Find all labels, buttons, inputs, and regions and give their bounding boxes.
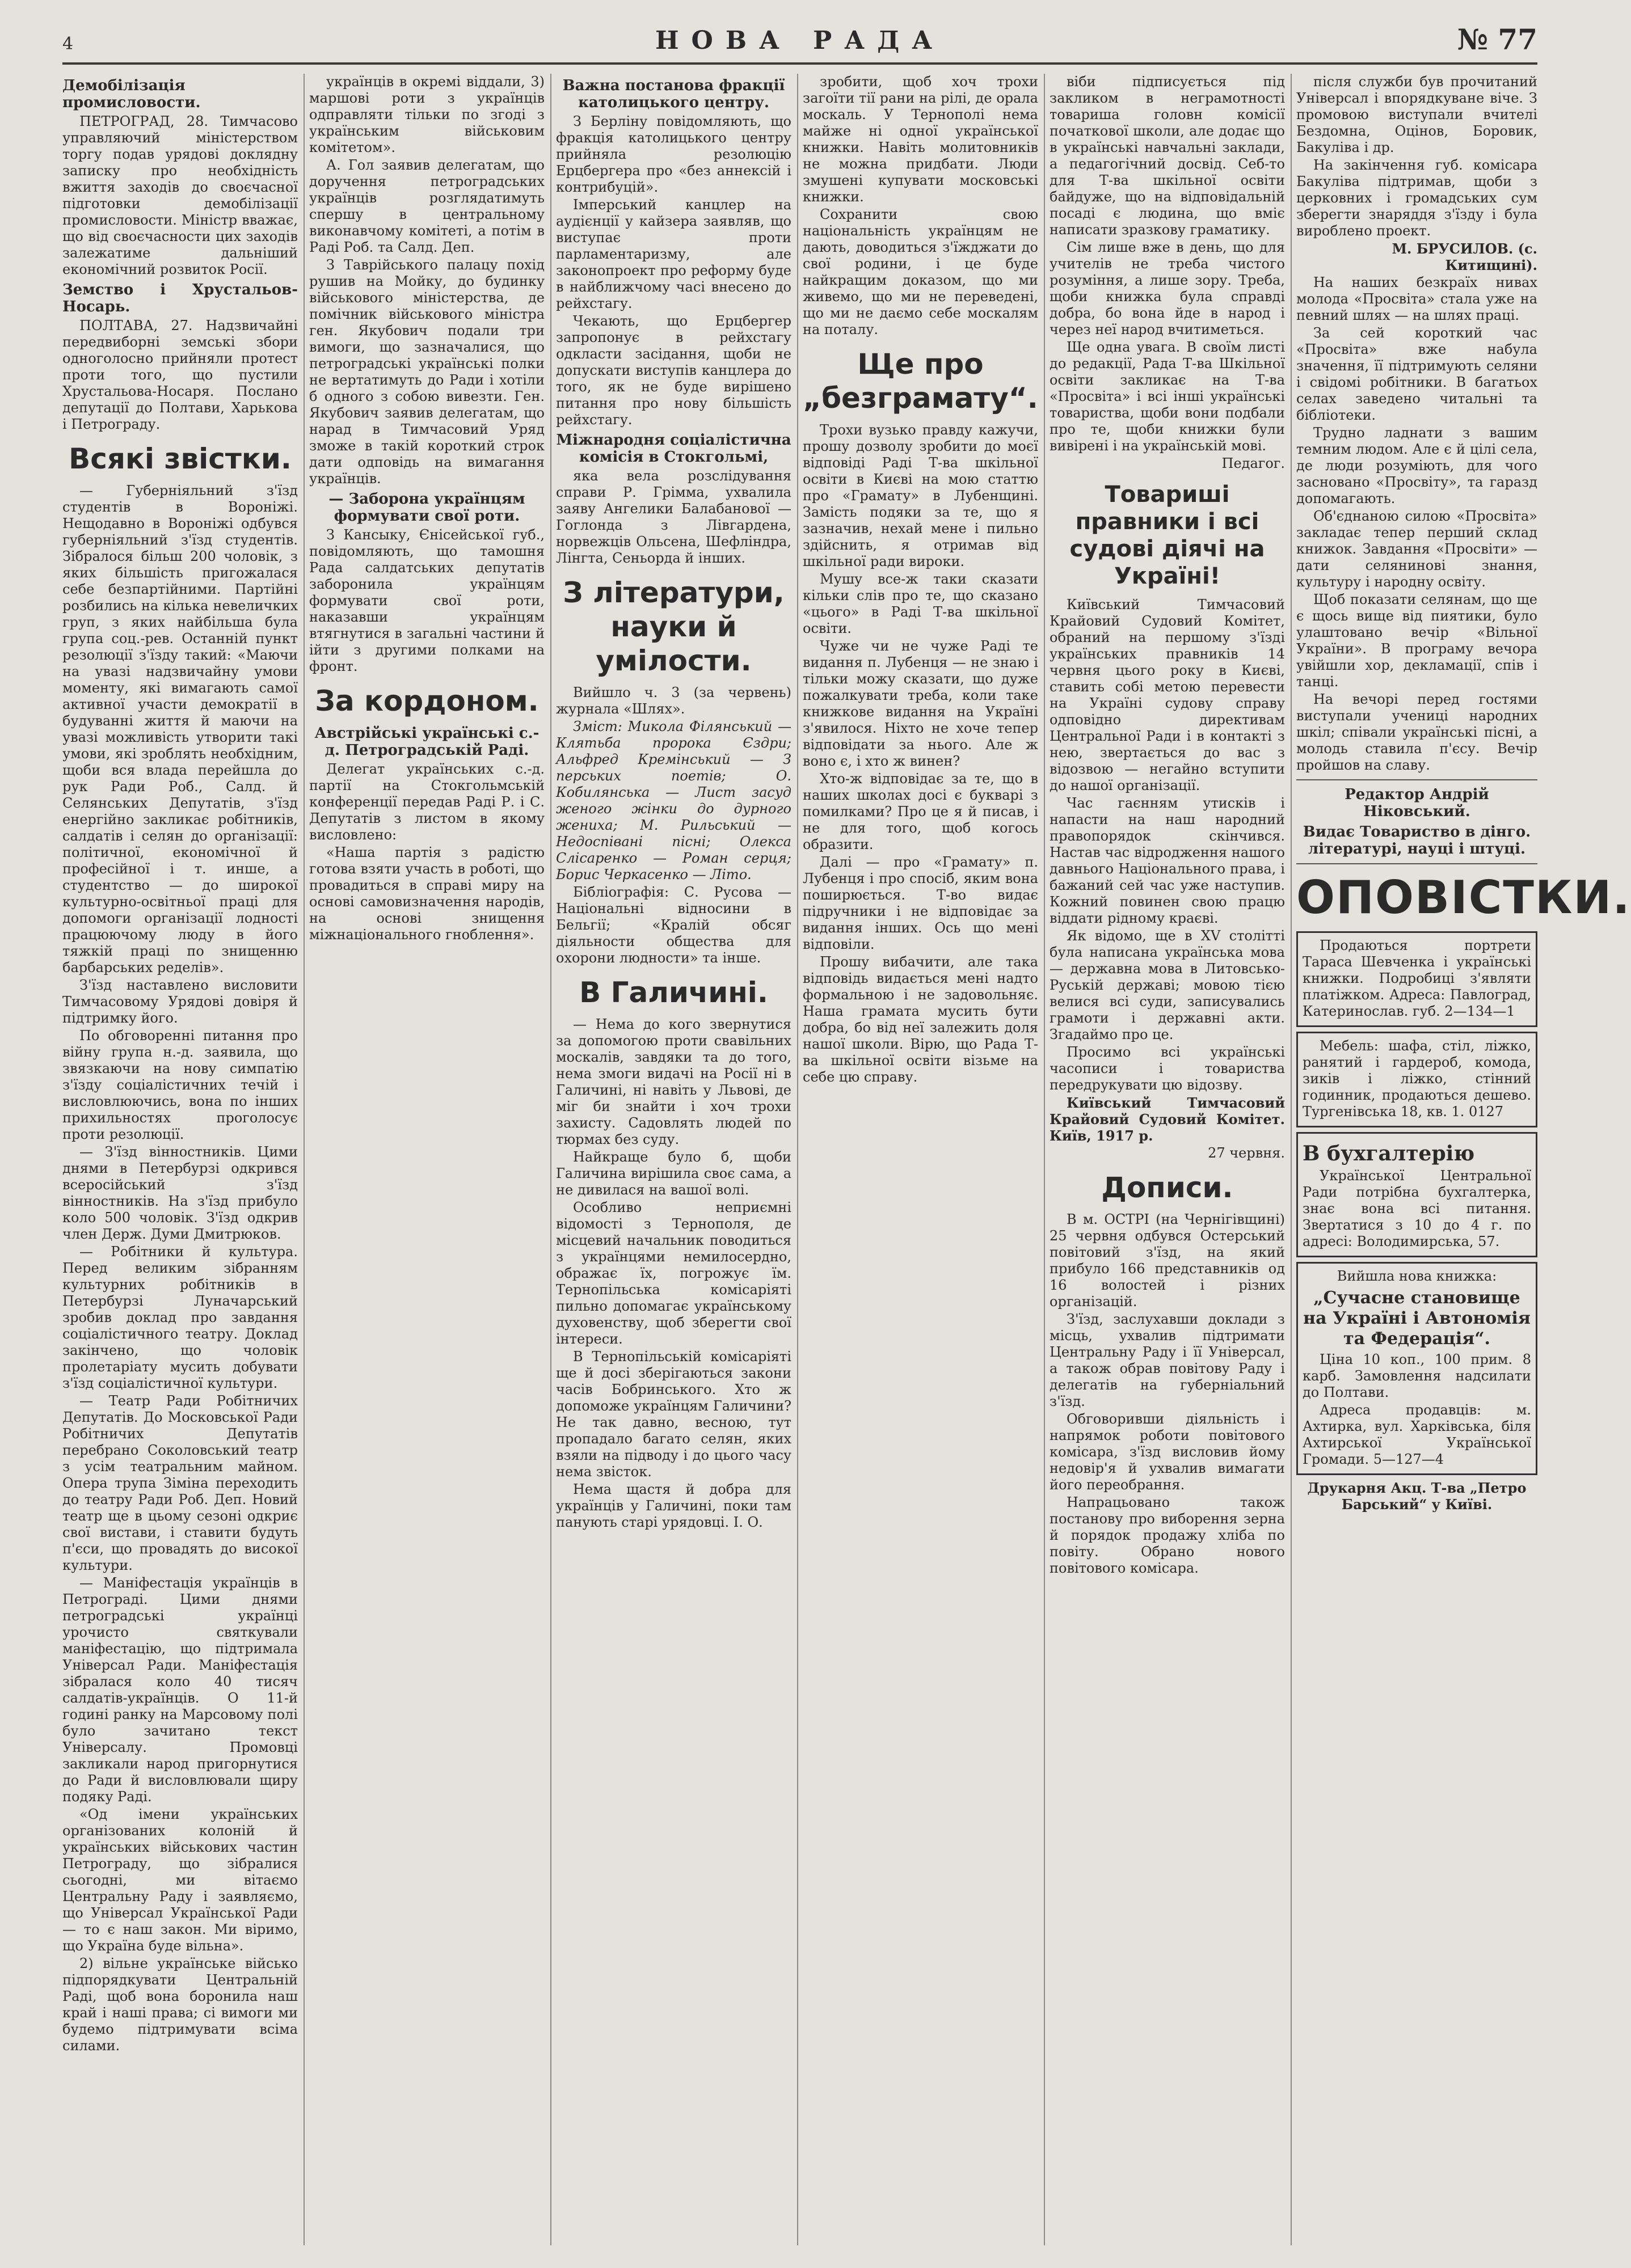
article-text: ПОЛТАВА, 27. Надзвичайні передвиборні земські збори одноголосно прийняли протест проти того, що пустили Хрустальова-Носаря. Послано депутації до Полтави, Харькова і Петрограду. (62, 318, 298, 432)
ad-text: Мебель: шафа, стіл, ліжко, ранятий і гардероб, комода, зиків і ліжко, стінний годинник, продаються дешево. Тургенівська 18, кв. 1. 0127 (1303, 1038, 1531, 1120)
article-text: Зміст: Микола Філянський — Клятьба пророка Єздри; Альфред Кремінський — З перських поетів; О. Кобилянська — Лист засуд женого жінки до дурного жениха; М. Рильський — Недоспівані пісні; Олекса Слісаренко — Роман серця; Борис Черкасенко — Літо. (556, 719, 791, 882)
article-text: віби підписується під закликом в неграмотності товариша головн комісії початкової школи, але додає що в українські навчальні заклади, а педагогічний досвід. Себ-то для Т-ва шкільної освіти байдуже, що на відповідальній посаді є людина, що вміє написати зразкову граматику. (1050, 74, 1285, 238)
article-text: На вечорі перед гостями виступали учениці народних шкіл; співали українські пісні, а молодь ставила п'єсу. Вечір пройшов на славу. (1296, 691, 1537, 773)
ad-box (1296, 1032, 1537, 1127)
page-number: 4 (62, 34, 74, 54)
article-text: Чуже чи не чуже Раді те видання п. Лубенця — не знаю і тільки можу сказати, що дуже пожалкувати треба, коли таке книжкове видання на Україні з'явилося. Ніхто не хоче тепер відповідати за нього. Але ж воно є, і хто ж винен? (803, 638, 1038, 769)
signature: Київський Тимчасовий Крайовий Судовий Комітет. Київ, 1917 р. (1050, 1095, 1285, 1144)
heading-literature: З літератури, науки й умілости. (563, 576, 785, 677)
article-text: «Од імени українських організованих колоній й українських військових частин Петрограду, що зібралися сьогодні, ми вітаємо Центральну Раду і заявляємо, що Універсал Української Ради — то є наш закон. Ми віримо, що Україна буде вільна». (62, 1806, 298, 1954)
article-text: З Таврійського палацу похід рушив на Мойку, до будинку військового міністерства, де помічник військового міністра ген. Якубович подали три вимоги, що зазначалися, що петроградські українські полки не вертатимуть до Ради і хотіли б одного з собою вивезти. Ген. Якубович заявив делегатам, що нарад в Тимчасовий Уряд зможе в такій короткий строк дати одповідь на вимагання українців. (309, 257, 545, 487)
publisher-line: Видає Товариство в дінго. літературі, науці і штуці. (1303, 823, 1531, 858)
article-text: 2) вільне українське військо підпорядкувати Центральній Раді, щоб вона боронила наш край і наші права; сі вимоги ми будемо підтримувати всіма силами. (62, 1956, 298, 2054)
ad-box (1296, 1132, 1537, 1257)
heading-lawyers: Товариші правники і всі судові діячі на Україні! (1069, 482, 1265, 589)
article-text: Делегат українських с.-д. партії на Стокгольмській конференції передав Раді Р. і С. Депутатів з листом в якому висловлено: (309, 761, 545, 843)
article-text: За сей короткий час «Просвіта» вже набула значення, її підтримують селяни і свідомі робітники. В багатьох селах заведено читальні та бібліотеки. (1296, 325, 1537, 423)
article-text: Трохи вузько правду кажучи, прошу дозволу зробити до моєї відповіді Раді Т-ва шкільної освіти в Києві на мою статтю про «Грамату» в Лубенщині. Замість подяки за те, що я зазначив, нехай мене і пильно здійснить, я отримав від шкільної ради вироки. (803, 422, 1038, 569)
article-text: зробити, щоб хоч трохи загоїти тії рани на рілі, де орала москаль. У Тернополі нема майже ні одної української книжки. Навіть молитовників не можна придбати. Люди змушені купувати московські книжки. (803, 74, 1038, 205)
column-5 (1050, 74, 1285, 2245)
article-text: Сохранити свою національність українцям не дають, доводиться з'їжджати до свої родини, і це буде найкращим доказом, що ми живемо, що ми не переведені, що ми не даємо себе москалям на поталу. (803, 206, 1038, 337)
column-divider (304, 74, 305, 2245)
article-text: Сім лише вже в день, що для учителів не треба чистого розуміння, а лише зору. Треба, щоби книжка була справді добра, бо вона йде в народ і через неї народ вчитиметься. (1050, 239, 1285, 337)
heading-austria: Австрійські українські с.-д. Петроградській Раді. (314, 725, 540, 759)
editor-line: Редактор Андрій Ніковський. (1345, 786, 1489, 820)
column-1 (62, 74, 298, 2245)
article-text: «Наша партія з радістю готова взяти участь в роботі, що провадиться в справі миру на основі самовизначення народів, на основі знищення міжнаціонального гноблення». (309, 844, 545, 943)
article-text: Найкраще було б, щоби Галичина вирішила своє сама, а не дивилася на вашої волі. (556, 1149, 791, 1198)
column-2 (309, 74, 545, 2245)
heading-abroad: За кордоном. (315, 685, 539, 717)
article-text: Як відомо, ще в XV столітті була написана українська мова — державна мова в Литовсько-Руській державі; мовою тією велися всі суди, записувались грамоти і державні акти. Згадаймо про це. (1050, 928, 1285, 1042)
ad-text: Продаються портрети Тараса Шевченка і українські книжки. Подробиці з'являти платіжком. Адреса: Павлоград, Катеринослав. губ. 2—134—1 (1303, 937, 1531, 1019)
article-text: після служби був прочитаний Універсал і впорядкуване віче. З промовою виступали вчителі Бездомна, Оцінов, Боровик, Бакуліва і др. (1296, 74, 1537, 155)
heading-commission: Міжнародня соціалістична комісія в Стокгольмі, (556, 432, 791, 466)
article-text: — Маніфестація українців в Петрограді. Цими днями петроградські українці урочисто святкували маніфестацію, що підтримала Універсал Ради. Маніфестація зібралася коло 40 тисяч салдатів-українців. О 11-й годині ранку на Марсовому полі було зачитано текст Універсалу. Промовці закликали народ пригорнутися до Ради й висловлювали щиру подяку Раді. (62, 1575, 298, 1805)
masthead (62, 23, 1537, 62)
article-text: Вийшло ч. 3 (за червень) журнала «Шлях». (556, 685, 791, 717)
heading-announcements: ОПОВІСТКИ. (1296, 871, 1631, 924)
article-text: На закінчення губ. комісара Бакуліва підтримав, щоби з церковних і громадських сум зберегти знаряддя з'їзду і була вироблено проект. (1296, 157, 1537, 239)
heading-zemstvo: Земство і Хрустальов-Носарь. (62, 281, 298, 315)
column-3 (556, 74, 791, 2245)
article-text: українців в окремі віддали, 3) маршові роти з українців одправляти тільки по згоді з українським військовим комітетом». (309, 74, 545, 155)
article-text: З Кансыку, Єнісейської губ., повідомляють, що тамошня Рада салдатських депутатів заборонила українцям формувати свої роти, наказавши українцям втягнутися в загальні частини й ійти з другими полками на фронт. (309, 527, 545, 674)
column-divider (550, 74, 551, 2245)
article-text: Імперський канцлер на аудієнції у кайзера заявляв, що виступає проти парламентаризму, але законопроект про реформу буде в найближчому часі внесено до рейхстагу. (556, 197, 791, 311)
article-text: Чекають, що Ерцбергер запропонує в рейхстагу одкласти засідання, щоби не допускати виступів канцлера до того, як не буде вирішено питання про нову більшість рейхстагу. (556, 313, 791, 428)
ad-text: Української Центральної Ради потрібна бухгалтерка, знає вона всі питання. Звертатися з 10 до 4 г. по адресі: Володимирська, 57. (1303, 1168, 1531, 1249)
heading-reports: Дописи. (1101, 1171, 1233, 1204)
ad-text: Ціна 10 коп., 100 прим. 8 карб. Замовлення надсилати до Полтави. (1303, 1351, 1531, 1400)
heading-demobilization: Демобілізація промисловости. (62, 77, 201, 111)
article-text: яка вела розслідування справи Р. Грімма, ухвалила заяву Ангелики Балабанової — Гоглонда з Лівгардена, норвежців Ольсена, Шефліндра, Лінгта, Сеньорда й інших. (556, 468, 791, 566)
article-text: Прошу вибачити, але така відповідь видається мені надто формальною і не задовольняє. Наша грамата мусить бути добра, бо від неї залежить доля нашої школи. Вірю, що Рада Т-ва шкільної освіти візьме на себе цю справу. (803, 954, 1038, 1085)
heading-galicia: В Галичині. (579, 976, 768, 1009)
article-text: З Берліну повідомляють, що фракція католицького центру прийняла резолюцію Ерцбергера про «без аннексій і контрибуцій». (556, 113, 791, 195)
article-text: Просимо всі українські часописи і товариства передрукувати цю відозву. (1050, 1044, 1285, 1093)
article-text: Ще одна увага. В своїм листі до редакції, Рада Т-ва Шкільної освіти закликає на Т-ва «Просвіта» і всі інші українські товариства, щоби вони подбали про те, щоби книжки були вивірені і на українській мові. (1050, 339, 1285, 454)
article-text: Об'єднаною силою «Просвіта» закладає тепер перший склад книжок. Завдання «Просвіти» — дати селянинові знання, культуру і народну освіту. (1296, 508, 1537, 590)
date: 27 червня. (1208, 1145, 1285, 1161)
article-text: ПЕТРОГРАД, 28. Тимчасово управляючий міністерством торгу подав урядові доклядну записку про необхідність вжиття заходів до своєчасної підготовки демобілізації промисловости. Міністр вважає, що від своєчасности цих заходів залежатиме дальніший економічний розвиток Росії. (62, 113, 298, 277)
article-text: Обговоривши діяльність і напрямок роботи повітового комісара, з'їзд висловив йому недовір'я й ухвалив вимагати його переобрання. (1050, 1411, 1285, 1493)
column-divider (1291, 74, 1292, 2245)
article-text: Київський Тимчасовий Крайовий Судовий Комітет, обраний на першому з'їзді українських правників 14 червня цього року в Києві, ставить собі метою перевести на Україні судову справу одповідно директивам Центральної Ради і в контакті з нею, звертається до вас з відозвою — негайно вступити до нашої організації. (1050, 597, 1285, 793)
article-text: З'їзд, заслухавши доклади з місць, ухвалив підтримати Центральну Раду і її Універсал, а також обрав повітову Раду і делегатів на губерніальний з'їзд. (1050, 1311, 1285, 1409)
article-text: Час гаєнням утисків і напасти на наш народний правопорядок скінчився. Настав час відродження нашого давнього Національного права, і бажаний сей час уже наступив. Кожний повинен свою працю віддати рідному краєві. (1050, 795, 1285, 926)
column-divider (1044, 74, 1045, 2245)
article-text: — З'їзд вінностників. Цими днями в Петербурзі одкрився всеросійський з'їзд вінностників. На з'їзд прибуло коло 500 чоловік. З'їзд одкрив член Держ. Думи Дмитрюков. (62, 1144, 298, 1242)
heading-catholic: Важна постанова фракції католицького центру. (562, 77, 785, 111)
printer-line: Друкарня Акц. Т-ва „Петро Барський“ у Київі. (1307, 1480, 1527, 1513)
article-text: Трудно ладнати з вашим темним людом. Але є й цілі села, де люди розуміють, для чого засновано «Просвіту», та гаразд допомагають. (1296, 425, 1537, 506)
article-text: — Робітники й культура. Перед великим зібранням культурних робітників в Петербурзі Луначарський зробив доклад про завдання соціалістичного театру. Доклад закінчено, що чоловік пролетаріату мусить добувати з'їзд соціалістичної культури. (62, 1244, 298, 1391)
signature: М. БРУСИЛОВ. (с. Китищині). (1392, 240, 1537, 273)
article-text: Щоб показати селянам, що ще є щось вище від пиятики, було улаштовано вечір «Вільної України». В програму вечора увійшли хор, декламації, спів і танці. (1296, 592, 1537, 690)
ad-box (1296, 931, 1537, 1027)
article-text: — Губерніяльний з'їзд студентів в Вороніжі. Нещодавно в Вороніжі одбувся губерніяльний з'їзд студентів. Зібралося більш 200 чоловік, з яких більшість пригожалася себе безпартійними. Партійні розбились на кілька невеличких груп, з яких найбільша була група соц.-рев. Останній пункт резолюції з'їзду такий: «Маючи на увазі надзвичайну умови моменту, які вимагають самої активної участи демократії в будуванні життя й маючи на увазі можливість утворити такі умови, які зроблять необхідним, щоби вся влада перейшла до рук Ради Роб., Салд. й Селянських Депутатів, з'їзд енергійно закликає робітників, салдатів і селян до організації: політичної, економічної й професійної і т. инше, а студентство — до широкої культурно-освітньої праці для допомоги організації лодності працюючому люду в його тяжкій праці по знищенню барбарських ределів». (62, 483, 298, 975)
ad-heading: Вийшла нова книжка: (1337, 1268, 1497, 1284)
article-text: Напрацьовано також постанову про виборення зерна й порядок продажу хліба по повіту. Обрано нового повітового комісара. (1050, 1494, 1285, 1576)
header-rule (62, 62, 1537, 65)
column-6 (1296, 74, 1631, 2245)
column-4 (803, 74, 1038, 2245)
article-text: Особливо неприємні відомості з Тернополя, де місцевий начальник поводиться з українцями немилосердно, ображає їх, погрожує їм. Тернопільська комісаріяті пильно допомагає українському духовенству, щоб зберегти свої інтереси. (556, 1200, 791, 1347)
article-text: В Тернопільській комісаріяті ще й досі зберігаються закони часів Бобринського. Хто ж допоможе українцям Галичини? Не так давно, весною, тут пропадало багато селян, яких взяли на підводу і до цього часу нема звісток. (556, 1349, 791, 1480)
newspaper-title: НОВА РАДА (655, 26, 945, 55)
article-text: — Нема до кого звернутися за допомогою проти свавільних москалів, завдяки та до того, нема змоги видачі на Росії ні в Галичині, ні навіть у Львові, де міг би знайти і хоч трохи захисту. Садовлять людей по тюрмах без суду. (556, 1016, 791, 1147)
ad-text: Адреса продавців: м. Ахтирка, вул. Харківська, біля Ахтирської Української Громади. 5—127—4 (1303, 1402, 1531, 1467)
ad-box (1296, 1262, 1537, 1475)
article-text: З'їзд наставлено висловити Тимчасовому Урядові довіря й підтримку його. (62, 977, 298, 1026)
article-text: По обговоренні питання про війну група н.-д. заявила, що звязкаючи на нову симпатію з'їзду соціалістичних течій і висловлюючись, вона по інших прихильностях проголосує проти резолюції. (62, 1028, 298, 1142)
divider (1296, 863, 1537, 864)
issue-number: № 77 (1457, 23, 1537, 56)
heading-ban: — Заборона українцям формувати свої роти. (328, 491, 525, 525)
article-text: В м. ОСТРІ (на Чернігівщині) 25 червня одбувся Остерський повітовий з'їзд, на який прибуло 166 представників од 16 волостей і різних організацій. (1050, 1211, 1285, 1310)
article-text: А. Гол заявив делегатам, що доручення петроградських українців розглядатимуть спершу в центральному виконавчому комітеті, а потім в Раді Роб. та Салд. Деп. (309, 157, 545, 255)
ad-heading: В бухгалтерію (1303, 1142, 1475, 1165)
article-text: — Театр Ради Робітничих Депутатів. До Московської Ради Робітничих Депутатів перебрано Соколовський театр з усім театральним майном. Опера трупа Зіміна переходить до театру Ради Роб. Деп. Новий театр ще в цьому сезоні одкриє свої вистави, і ставити будуть п'єси, що провадять до високої культури. (62, 1393, 298, 1573)
heading-bezgramata: Ще про „безграмату“. (803, 348, 1038, 415)
divider (1296, 779, 1537, 780)
article-text: Мушу все-ж таки сказати кільки слів про те, що сказано «цього» в Раді Т-ва шкільної освіти. (803, 571, 1038, 636)
article-text: Бібліографія: С. Русова — Національні відносини в Бельгії; «Кралій обсяг діяльности общества для охорони людности» та інше. (556, 884, 791, 966)
signature: Педагог. (1221, 455, 1285, 471)
article-text: Нема щастя й добра для українців у Галичині, поки там панують старі урядовці. І. О. (556, 1481, 791, 1530)
article-text: Хто-ж відповідає за те, що в наших школах досі є букварі з помилками? Про це я й писав, і не для того, щоб когось образити. (803, 771, 1038, 852)
heading-news: Всякі звістки. (69, 442, 292, 475)
article-text: Далі — про «Грамату» п. Лубенця і про спосіб, яким вона поширюється. Т-во видає підручники і не відповідає за видання інших. Ось що мені відповіли. (803, 854, 1038, 952)
book-title: „Сучасне становище на Україні і Автономія та Федерація“. (1303, 1288, 1531, 1349)
column-divider (797, 74, 798, 2245)
article-text: На наших безкраїх нивах молода «Просвіта» стала уже на певний шлях — на шлях праці. (1296, 274, 1537, 323)
